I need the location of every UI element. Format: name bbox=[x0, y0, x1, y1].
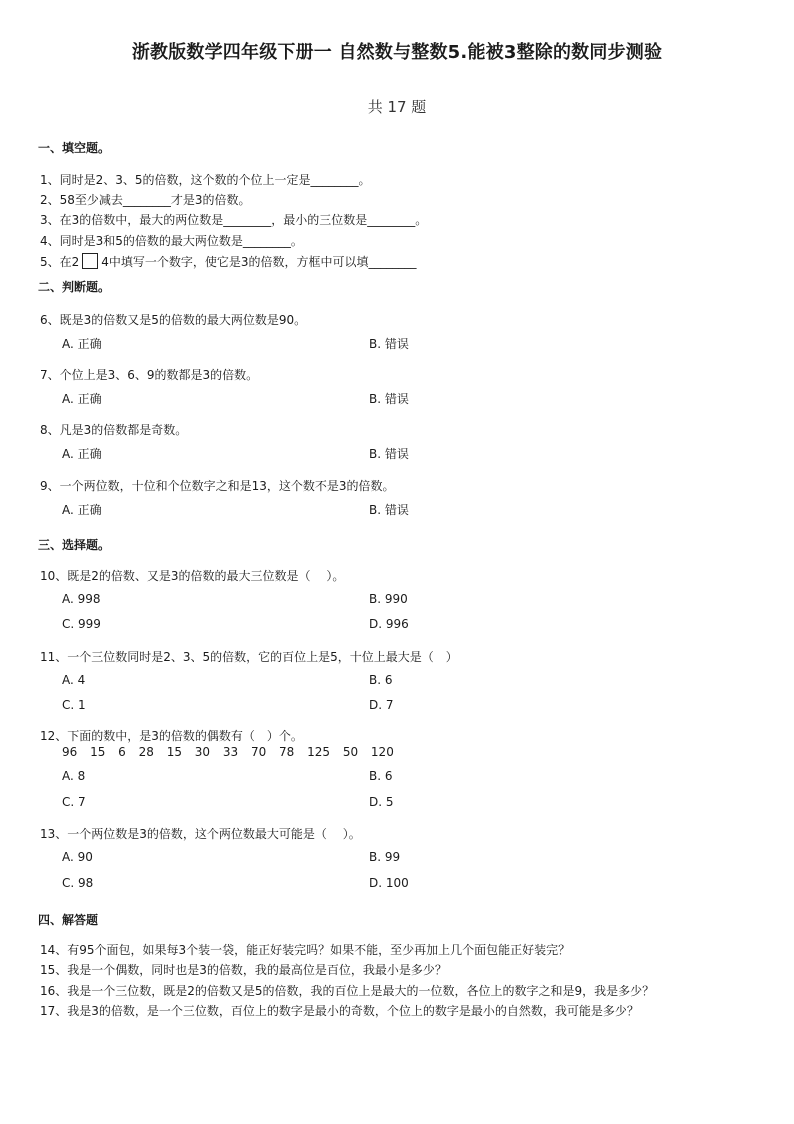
q13-option-d[interactable]: D. 100 bbox=[369, 876, 409, 890]
q8-option-b[interactable]: B. 错误 bbox=[369, 447, 409, 461]
q6-option-b[interactable]: B. 错误 bbox=[369, 337, 409, 351]
q10-option-a[interactable]: A. 998 bbox=[62, 592, 101, 606]
question-3: 3、在3的倍数中，最大的两位数是________，最小的三位数是________。 bbox=[40, 213, 428, 227]
q10-option-c[interactable]: C. 999 bbox=[62, 617, 101, 631]
q13-option-a[interactable]: A. 90 bbox=[62, 850, 93, 864]
question-15: 15、我是一个偶数，同时也是3的倍数，我的最高位是百位，我最小是多少？ bbox=[40, 963, 447, 977]
q7-option-a[interactable]: A. 正确 bbox=[62, 392, 102, 406]
q13-option-b[interactable]: B. 99 bbox=[369, 850, 401, 864]
q10-option-b[interactable]: B. 990 bbox=[369, 592, 408, 606]
q11-option-c[interactable]: C. 1 bbox=[62, 698, 86, 712]
q11-option-d[interactable]: D. 7 bbox=[369, 698, 394, 712]
q12-option-d[interactable]: D. 5 bbox=[369, 795, 394, 809]
question-10: 10、既是2的倍数、又是3的倍数的最大三位数是（ ）。 bbox=[40, 569, 345, 583]
q12-option-c[interactable]: C. 7 bbox=[62, 795, 86, 809]
question-11: 11、一个三位数同时是2、3、5的倍数，它的百位上是5，十位上最大是（ ） bbox=[40, 650, 458, 664]
q8-option-a[interactable]: A. 正确 bbox=[62, 447, 102, 461]
question-5-prefix: 5、在2 bbox=[40, 255, 80, 269]
question-5-suffix: 4中填写一个数字，使它是3的倍数，方框中可以填________ bbox=[101, 255, 417, 269]
question-12: 12、下面的数中，是3的倍数的偶数有（ ）个。 bbox=[40, 729, 303, 743]
q6-option-a[interactable]: A. 正确 bbox=[62, 337, 102, 351]
question-9: 9、一个两位数，十位和个位数字之和是13，这个数不是3的倍数。 bbox=[40, 479, 395, 493]
q9-option-a[interactable]: A. 正确 bbox=[62, 503, 102, 517]
question-7: 7、个位上是3、6、9的数都是3的倍数。 bbox=[40, 368, 259, 382]
section-problem-solving-heading: 四、解答题 bbox=[38, 913, 99, 927]
question-14: 14、有95个面包，如果每3个装一袋，能正好装完吗？如果不能，至少再加上几个面包能正好装完？ bbox=[40, 943, 571, 957]
q11-option-a[interactable]: A. 4 bbox=[62, 673, 86, 687]
section-true-false-heading: 二、判断题。 bbox=[38, 280, 111, 294]
q11-option-b[interactable]: B. 6 bbox=[369, 673, 393, 687]
q12-number-list: 96 15 6 28 15 30 33 70 78 125 50 120 bbox=[62, 745, 394, 759]
q9-option-b[interactable]: B. 错误 bbox=[369, 503, 409, 517]
q13-option-c[interactable]: C. 98 bbox=[62, 876, 94, 890]
q12-option-b[interactable]: B. 6 bbox=[369, 769, 393, 783]
q10-option-d[interactable]: D. 996 bbox=[369, 617, 409, 631]
question-4: 4、同时是3和5的倍数的最大两位数是________。 bbox=[40, 234, 303, 248]
question-5 bbox=[40, 253, 417, 270]
question-6: 6、既是3的倍数又是5的倍数的最大两位数是90。 bbox=[40, 313, 307, 327]
question-count: 共 17 题 bbox=[367, 98, 427, 116]
question-16: 16、我是一个三位数，既是2的倍数又是5的倍数，我的百位上是最大的一位数，各位上的数字之和是9，我是多少？ bbox=[40, 984, 655, 998]
answer-box bbox=[82, 253, 98, 269]
q12-option-a[interactable]: A. 8 bbox=[62, 769, 86, 783]
question-8: 8、凡是3的倍数都是奇数。 bbox=[40, 423, 188, 437]
question-17: 17、我是3的倍数，是一个三位数，百位上的数字是最小的奇数，个位上的数字是最小的自然数，我可能是多少？ bbox=[40, 1004, 639, 1018]
page-title: 浙教版数学四年级下册一 自然数与整数5.能被3整除的数同步测验 bbox=[131, 42, 663, 63]
section-multiple-choice-heading: 三、选择题。 bbox=[38, 538, 111, 552]
question-13: 13、一个两位数是3的倍数，这个两位数最大可能是（ ）。 bbox=[40, 827, 361, 841]
question-1: 1、同时是2、3、5的倍数，这个数的个位上一定是________。 bbox=[40, 173, 371, 187]
section-fill-blank-heading: 一、填空题。 bbox=[38, 141, 111, 155]
q7-option-b[interactable]: B. 错误 bbox=[369, 392, 409, 406]
question-2: 2、58至少减去________才是3的倍数。 bbox=[40, 193, 251, 207]
